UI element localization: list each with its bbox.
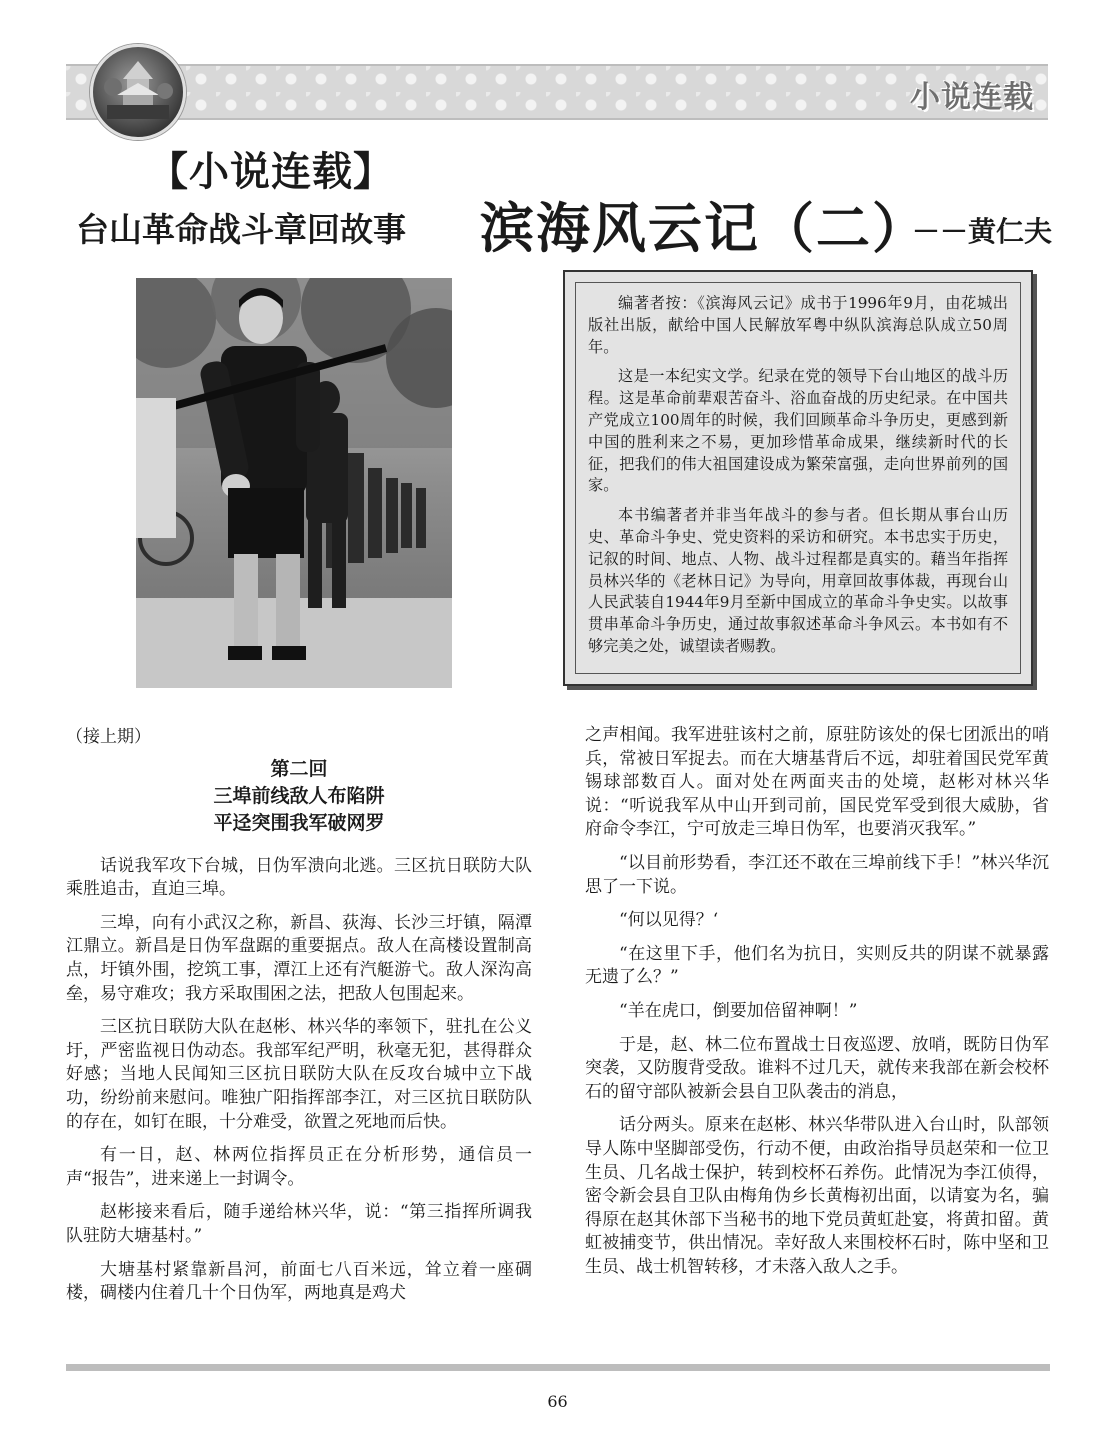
continued-label: （接上期） — [66, 727, 151, 747]
article-column-left — [66, 726, 532, 1316]
body-paragraph: 话分两头。原来在赵彬、林兴华带队进入台山时，队部领导人陈中坚脚部受伤，行动不便，由政治指导员赵荣和一位卫生员、几名战士保护，转到校杯石养伤。此情况为李江侦得，密令新会县自卫队由梅角伪乡长黄梅初出面，以请宴为名，骗得原在赵其休部下当秘书的地下党员黄虹赴宴，将黄扣留。黄虹被捕变节，供出情况。幸好敌人来围校杯石时，陈中坚和卫生员、战士机智转移，才未落入敌人之手。 — [585, 1115, 1049, 1277]
body-paragraph: 有一日，赵、林两位指挥员正在分析形势，通信员一声“报告”，进来递上一封调令。 — [66, 1145, 532, 1189]
body-paragraph: “在这里下手，他们名为抗日，实则反共的阴谋不就暴露无遗了么？” — [585, 943, 1049, 988]
header-banner — [66, 64, 1048, 120]
body-paragraph: 话说我军攻下台城，日伪军溃向北逃。三区抗日联防大队乘胜追击，直迫三埠。 — [66, 855, 532, 900]
body-paragraph: 三区抗日联防大队在赵彬、林兴华的率领下，驻扎在公义圩，严密监视日伪动态。我部军纪严明，秋毫无犯，甚得群众好感；当地人民闻知三区抗日联防大队在反攻台城中立下战功，纷纷前来慰问。唯独广阳指挥部李江，对三区抗日联防队的存在，如钉在眼，十分难受，欲置之死地而后快。 — [66, 1017, 532, 1132]
article-column-right — [585, 724, 1049, 1289]
editor-note-paragraph: 本书编著者并非当年战斗的参与者。但长期从事台山历史、革命斗争史、党史资料的采访和研究。本书忠实于历史，记叙的时间、地点、人物、战斗过程都是真实的。藉当年指挥员林兴华的《老林日记》为导向，用章回故事体裁，再现台山人民武装自1944年9月至新中国成立的革命斗争史实。以故事贯串革命斗争历史，通过故事叙述革命斗争风云。本书如有不够完美之处，诚望读者赐教。 — [588, 506, 1008, 655]
chapter-title-line2: 平迳突围我军破网罗 — [213, 811, 385, 834]
body-paragraph: 三埠，向有小武汉之称，新昌、荻海、长沙三圩镇，隔潭江鼎立。新昌是日伪军盘踞的重要据点。敌人在高楼设置制高点，圩镇外围，挖筑工事，潭江上还有汽艇游弋。敌人深沟高垒，易守难攻；我方采取围困之法，把敌人包围起来。 — [66, 912, 532, 1004]
chapter-number: 第二回 — [270, 757, 328, 780]
emblem-image — [90, 44, 186, 140]
body-paragraph: “以目前形势看，李江还不敢在三埠前线下手！”林兴华沉思了一下说。 — [585, 852, 1049, 897]
article-title: 滨海风云记（二） — [480, 196, 928, 260]
chapter-title-line1: 三埠前线敌人布陷阱 — [213, 784, 385, 807]
body-paragraph: 于是，赵、林二位布置战士日夜巡逻、放哨，既防日伪军突袭，又防腹背受敌。谁料不过几天，就传来我部在新会校杯石的留守部队被新会县自卫队袭击的消息， — [585, 1034, 1049, 1102]
body-paragraph: 赵彬接来看后，随手递给林兴华，说：“第三指挥所调我队驻防大塘基村。” — [66, 1202, 532, 1246]
pagoda-icon — [93, 47, 183, 137]
article-author: －－黄仁夫 — [912, 215, 1053, 248]
page-number: 66 — [547, 1392, 568, 1411]
body-paragraph: 之声相闻。我军进驻该村之前，原驻防该处的保七团派出的哨兵，常被日军捉去。而在大塘基背后不远，却驻着国民党军黄锡球部数百人。面对处在两面夹击的处境，赵彬对林兴华说：“听说我军从中山开到司前，国民党军受到很大威胁，省府命令李江，宁可放走三埠日伪军，也要消灭我军。” — [585, 725, 1049, 840]
series-heading: 【小说连载】 — [148, 149, 394, 195]
footer-rule — [66, 1364, 1050, 1371]
chapter-heading — [66, 756, 532, 837]
banner-label: 小说连载 — [910, 80, 1034, 115]
editor-note-paragraph: 这是一本纪实文学。纪录在党的领导下台山地区的战斗历程。这是革命前辈艰苦奋斗、浴血奋战的历史纪录。在中国共产党成立100周年的时候，我们回顾革命斗争历史，更感到新中国的胜利来之不易，更加珍惜革命成果，继续新时代的长征，把我们的伟大祖国建设成为繁荣富强，走向世界前列的国家。 — [588, 367, 1008, 495]
editor-note-inner — [575, 282, 1021, 674]
body-paragraph: “何以见得？‘ — [619, 910, 719, 931]
article-subtitle: 台山革命战斗章回故事 — [76, 210, 406, 249]
editor-note-paragraph: 编著者按：《滨海风云记》成书于1996年9月，由花城出版社出版，献给中国人民解放军粤中纵队滨海总队成立50周年。 — [588, 294, 1008, 356]
soldiers-photo — [136, 278, 452, 688]
body-paragraph: 大塘基村紧靠新昌河，前面七八百米远，耸立着一座碉楼，碉楼内住着几十个日伪军，两地真是鸡犬 — [66, 1259, 532, 1304]
body-paragraph: “羊在虎口，倒要加倍留神啊！” — [619, 1000, 858, 1021]
editor-note-box — [563, 270, 1033, 686]
